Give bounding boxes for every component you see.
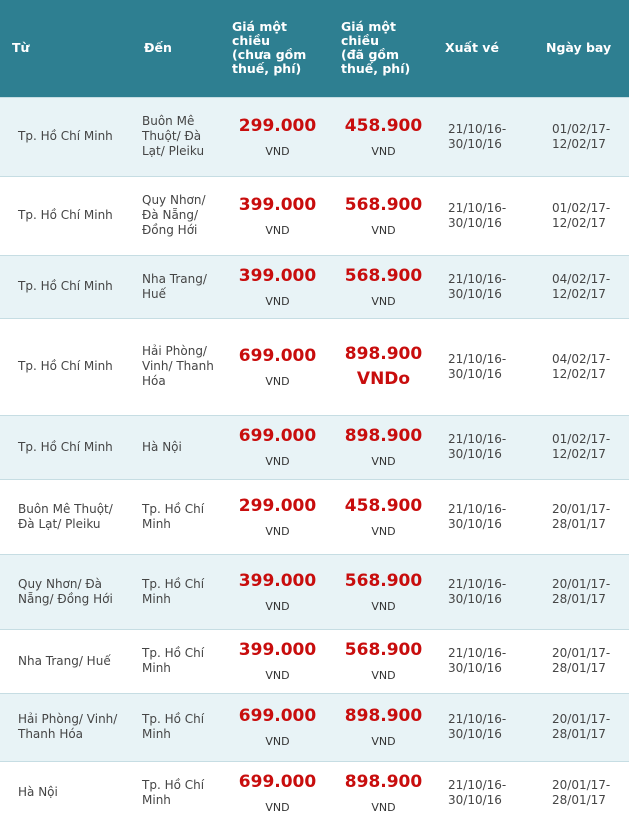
price-excl-currency: VND [265, 524, 290, 538]
price-incl-amount: 568.900 [344, 640, 423, 660]
flight-date-cell [534, 255, 629, 318]
table-row [0, 761, 629, 824]
header-ticket-issue: Xuất vé [436, 0, 534, 97]
flight-date-end: 28/01/17 [552, 516, 606, 531]
flight-date-cell [534, 693, 629, 761]
destination-text: Tp. Hồ Chí Minh [142, 501, 205, 531]
issue-date-end: 30/10/16 [448, 366, 502, 381]
flight-date-end: 28/01/17 [552, 792, 606, 807]
price-excl-currency: VND [265, 455, 290, 468]
flight-date-cell [534, 554, 629, 629]
flight-date-start: 01/02/17- [552, 121, 611, 136]
header-price-excl-tax: Giá một chiều (chưa gồm thuế, phí) [224, 0, 331, 97]
issue-date-start: 21/10/16- [448, 777, 507, 792]
flight-date-start: 20/01/17- [552, 501, 611, 516]
flight-date-end: 12/02/17 [552, 286, 606, 301]
issue-date-start: 21/10/16- [448, 576, 507, 591]
table-row [0, 97, 629, 176]
destination-text: Quy Nhơn/ Đà Nẵng/ Đồng Hới [142, 193, 206, 237]
issue-date-cell [436, 761, 534, 824]
price-excl-amount: 299.000 [238, 115, 317, 136]
issue-date-end: 30/10/16 [448, 591, 502, 606]
price-excl-cell [224, 761, 331, 824]
price-excl-amount: 399.000 [238, 570, 317, 591]
origin-cell [0, 479, 128, 554]
price-incl-cell [331, 479, 436, 554]
flight-date-start: 04/02/17- [552, 351, 611, 366]
price-incl-amount: 568.900 [344, 570, 423, 591]
issue-date-cell [436, 255, 534, 318]
price-excl-currency: VND [265, 223, 290, 237]
table-row [0, 176, 629, 255]
price-excl-amount: 399.000 [238, 265, 317, 286]
price-incl-cell [331, 415, 436, 479]
destination-text: Nha Trang/ Huế [142, 271, 207, 301]
flight-date-end: 12/02/17 [552, 215, 606, 230]
destination-text: Tp. Hồ Chí Minh [142, 777, 205, 807]
destination-cell [128, 318, 224, 415]
price-incl-amount: 898.900 [344, 706, 423, 726]
flight-date-start: 20/01/17- [552, 576, 611, 591]
issue-date-start: 21/10/16- [448, 646, 507, 660]
table-row [0, 255, 629, 318]
flight-date-end: 12/02/17 [552, 366, 606, 381]
issue-date-end: 30/10/16 [448, 727, 502, 741]
issue-date-cell [436, 415, 534, 479]
origin-cell [0, 176, 128, 255]
destination-text: Tp. Hồ Chí Minh [142, 646, 205, 675]
header-price-incl-tax: Giá một chiều (đã gồm thuế, phí) [331, 0, 436, 97]
origin-cell [0, 761, 128, 824]
issue-date-start: 21/10/16- [448, 712, 507, 726]
price-excl-amount: 399.000 [238, 640, 317, 660]
flight-date-start: 01/02/17- [552, 200, 611, 215]
destination-cell [128, 415, 224, 479]
destination-cell [128, 255, 224, 318]
price-incl-currency: VND [371, 599, 396, 613]
price-incl-cell [331, 318, 436, 415]
flight-date-start: 20/01/17- [552, 777, 611, 792]
price-excl-cell [224, 479, 331, 554]
price-excl-cell [224, 554, 331, 629]
price-excl-currency: VND [265, 669, 290, 682]
price-incl-currency: VND [371, 455, 396, 468]
flight-date-cell [534, 176, 629, 255]
price-incl-currency: VND [371, 735, 396, 748]
flight-date-end: 28/01/17 [552, 661, 606, 675]
origin-text: Nha Trang/ Huế [18, 653, 111, 668]
price-incl-amount: 458.900 [344, 495, 423, 516]
price-excl-amount: 699.000 [238, 426, 317, 446]
price-excl-currency: VND [265, 294, 290, 308]
flight-date-start: 04/02/17- [552, 271, 611, 286]
issue-date-cell [436, 629, 534, 693]
flight-date-end: 28/01/17 [552, 591, 606, 606]
origin-text: Quy Nhơn/ Đà Nẵng/ Đồng Hới [18, 576, 113, 606]
table-row [0, 479, 629, 554]
origin-cell [0, 693, 128, 761]
price-incl-cell [331, 693, 436, 761]
origin-text: Hải Phòng/ Vinh/ Thanh Hóa [18, 712, 118, 741]
destination-cell [128, 97, 224, 176]
issue-date-end: 30/10/16 [448, 792, 502, 807]
origin-text: Tp. Hồ Chí Minh [18, 208, 113, 222]
origin-cell [0, 318, 128, 415]
table-row [0, 415, 629, 479]
price-excl-currency: VND [265, 144, 290, 158]
price-excl-amount: 399.000 [238, 194, 317, 215]
flight-date-end: 12/02/17 [552, 136, 606, 151]
issue-date-start: 21/10/16- [448, 200, 507, 215]
flight-date-start: 20/01/17- [552, 712, 611, 726]
price-incl-currency: VND [371, 223, 396, 237]
origin-text: Tp. Hồ Chí Minh [18, 439, 113, 454]
price-excl-cell [224, 629, 331, 693]
issue-date-start: 21/10/16- [448, 501, 507, 516]
price-incl-cell [331, 255, 436, 318]
issue-date-end: 30/10/16 [448, 286, 502, 301]
header-from: Từ [0, 0, 128, 97]
destination-text: Tp. Hồ Chí Minh [142, 576, 205, 606]
origin-cell [0, 554, 128, 629]
destination-text: Tp. Hồ Chí Minh [142, 712, 205, 741]
origin-cell [0, 415, 128, 479]
price-incl-cell [331, 554, 436, 629]
price-incl-currency: VND [371, 669, 396, 682]
flight-date-cell [534, 761, 629, 824]
table-row [0, 318, 629, 415]
header-flight-date: Ngày bay [534, 0, 629, 97]
price-excl-amount: 299.000 [238, 495, 317, 516]
price-incl-amount: 458.900 [344, 115, 423, 136]
price-incl-cell [331, 176, 436, 255]
fare-table-header [0, 0, 629, 97]
price-incl-cell [331, 97, 436, 176]
price-excl-amount: 699.000 [238, 706, 317, 726]
destination-text: Hà Nội [142, 439, 182, 454]
price-incl-amount: 898.900 [344, 344, 423, 364]
origin-text: Buôn Mê Thuột/ Đà Lạt/ Pleiku [18, 501, 113, 531]
price-excl-cell [224, 97, 331, 176]
origin-cell [0, 629, 128, 693]
issue-date-cell [436, 693, 534, 761]
issue-date-cell [436, 318, 534, 415]
price-excl-currency: VND [265, 800, 290, 814]
price-incl-currency: VND [371, 144, 396, 158]
price-incl-cell [331, 761, 436, 824]
price-excl-cell [224, 693, 331, 761]
issue-date-cell [436, 554, 534, 629]
header-row [0, 0, 629, 97]
issue-date-start: 21/10/16- [448, 271, 507, 286]
destination-cell [128, 693, 224, 761]
price-excl-currency: VND [265, 735, 290, 748]
flight-date-cell [534, 97, 629, 176]
issue-date-end: 30/10/16 [448, 447, 502, 461]
price-incl-currency: VND [371, 800, 396, 814]
price-excl-amount: 699.000 [238, 345, 317, 366]
issue-date-start: 21/10/16- [448, 351, 507, 366]
price-excl-cell [224, 415, 331, 479]
flight-date-cell [534, 479, 629, 554]
issue-date-cell [436, 479, 534, 554]
origin-text: Tp. Hồ Chí Minh [18, 279, 113, 293]
price-excl-currency: VND [265, 599, 290, 613]
issue-date-end: 30/10/16 [448, 215, 502, 230]
issue-date-end: 30/10/16 [448, 136, 502, 151]
flight-date-start: 20/01/17- [552, 646, 611, 660]
flight-date-end: 12/02/17 [552, 447, 606, 461]
issue-date-end: 30/10/16 [448, 661, 502, 675]
destination-cell [128, 176, 224, 255]
header-to: Đến [128, 0, 224, 97]
origin-text: Hà Nội [18, 785, 58, 800]
origin-text: Tp. Hồ Chí Minh [18, 129, 113, 143]
flight-date-start: 01/02/17- [552, 432, 611, 446]
destination-text: Hải Phòng/ Vinh/ Thanh Hóa [142, 344, 214, 388]
price-incl-currency: VND [371, 524, 396, 538]
price-incl-amount: 568.900 [344, 265, 423, 286]
table-row [0, 554, 629, 629]
price-excl-cell [224, 255, 331, 318]
flight-date-cell [534, 629, 629, 693]
issue-date-start: 21/10/16- [448, 432, 507, 446]
price-incl-cell [331, 629, 436, 693]
price-excl-currency: VND [265, 374, 290, 388]
issue-date-start: 21/10/16- [448, 121, 507, 136]
issue-date-end: 30/10/16 [448, 516, 502, 531]
destination-cell [128, 554, 224, 629]
table-row [0, 693, 629, 761]
flight-date-cell [534, 415, 629, 479]
origin-text: Tp. Hồ Chí Minh [18, 359, 113, 373]
price-excl-amount: 699.000 [238, 771, 317, 792]
destination-cell [128, 479, 224, 554]
destination-cell [128, 761, 224, 824]
origin-cell [0, 97, 128, 176]
origin-cell [0, 255, 128, 318]
price-excl-cell [224, 176, 331, 255]
issue-date-cell [436, 97, 534, 176]
destination-text: Buôn Mê Thuột/ Đà Lạt/ Pleiku [142, 114, 205, 158]
price-incl-amount: 898.900 [344, 771, 423, 792]
fare-table-body [0, 97, 629, 824]
price-incl-currency: VND [371, 294, 396, 308]
price-incl-currency: VNDo [356, 369, 411, 389]
flight-date-end: 28/01/17 [552, 727, 606, 741]
price-incl-amount: 898.900 [344, 426, 423, 446]
price-incl-amount: 568.900 [344, 194, 423, 215]
destination-cell [128, 629, 224, 693]
issue-date-cell [436, 176, 534, 255]
flight-date-cell [534, 318, 629, 415]
price-excl-cell [224, 318, 331, 415]
table-row [0, 629, 629, 693]
